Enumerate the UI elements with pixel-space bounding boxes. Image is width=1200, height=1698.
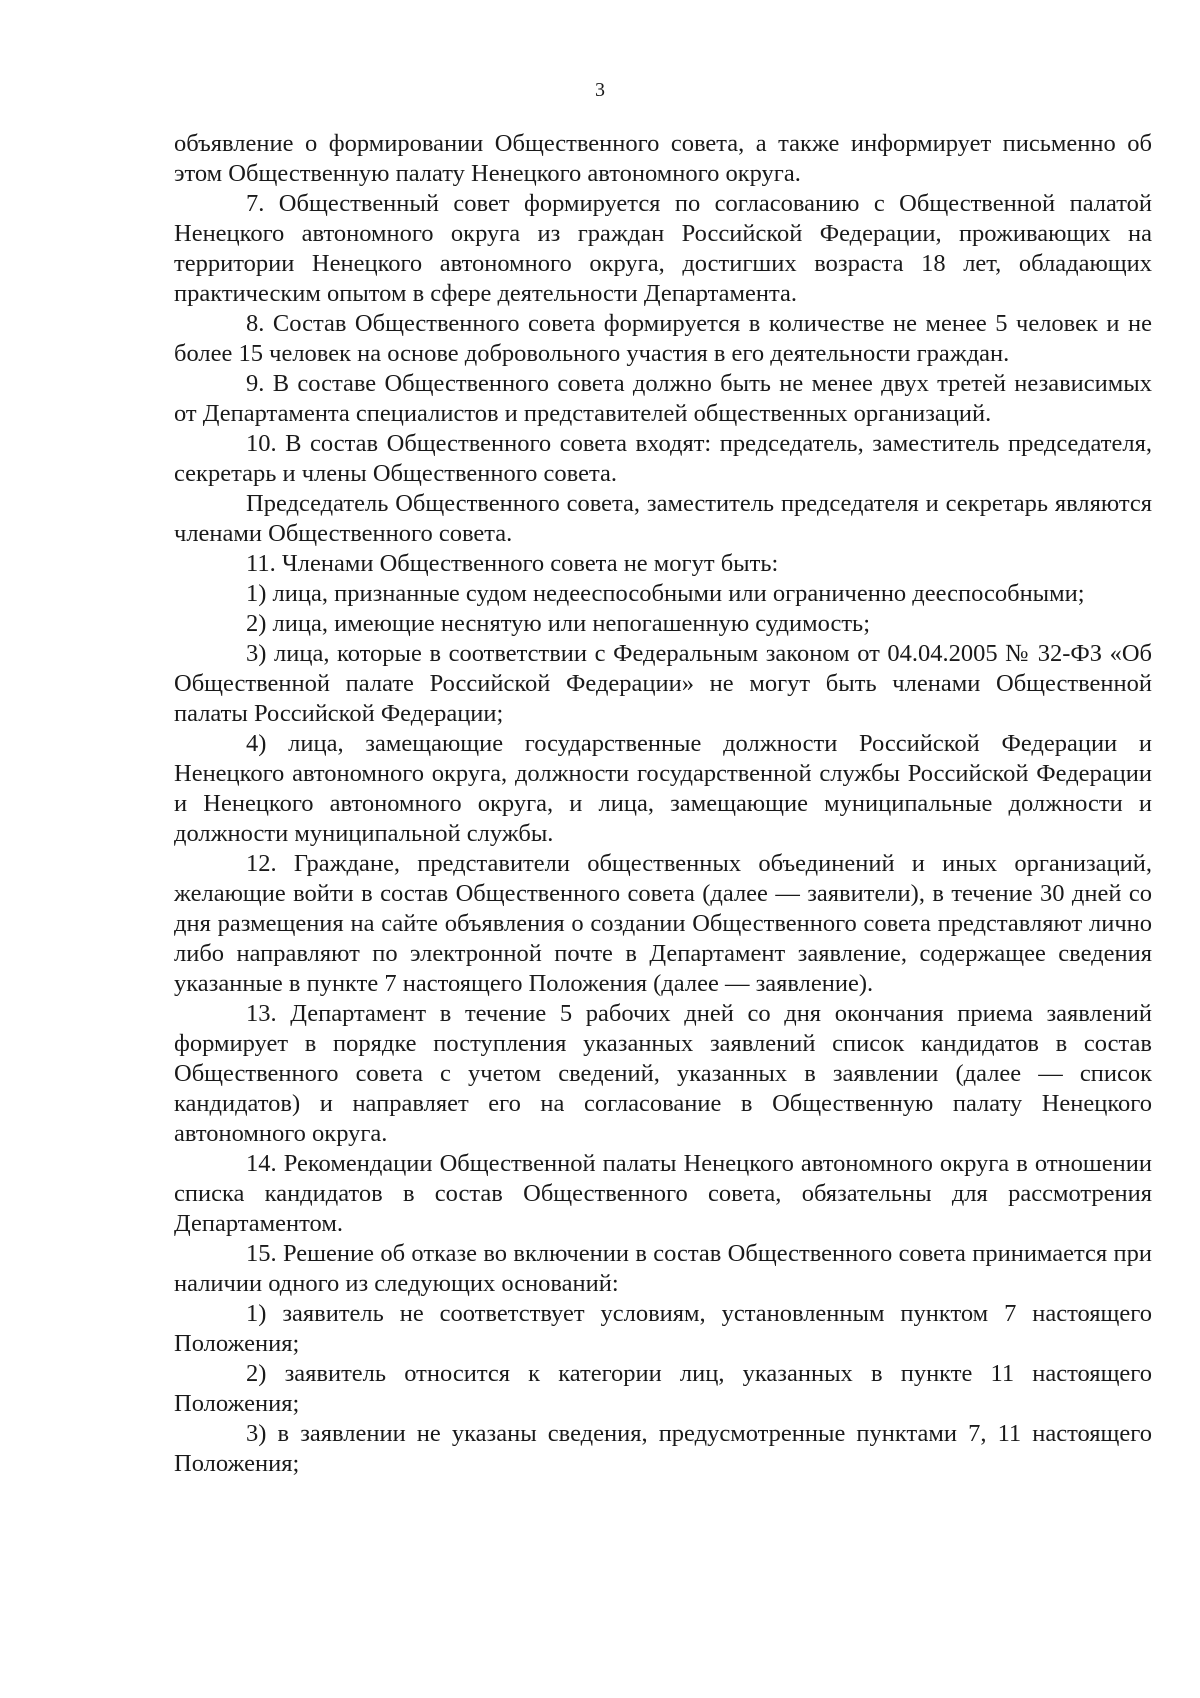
paragraph-item-15: 15. Решение об отказе во включении в состав Общественного совета принимается при наличии одного из следующих оснований: [174, 1240, 1152, 1297]
paragraph-item-12: 12. Граждане, представители общественных объединений и иных организаций, желающие войти в состав Общественного совета (далее — заявители), в течение 30 дней со дня размещения на сайте объявления о создании Общественного совета представляют лично либо направляют по электронной почте в Департамент заявление, содержащее сведения указанные в пункте 7 настоящего Положения (далее — заявление). [174, 850, 1152, 997]
paragraph-chairman-note: Председатель Общественного совета, заместитель председателя и секретарь являются членами Общественного совета. [174, 490, 1152, 547]
paragraph-item-15-sub-1: 1) заявитель не соответствует условиям, установленным пунктом 7 настоящего Положения; [174, 1300, 1152, 1357]
paragraph-item-11-sub-4: 4) лица, замещающие государственные должности Российской Федерации и Ненецкого автономного округа, должности государственной службы Российской Федерации и Ненецкого автономного округа, и лица, замещающие муниципальные должности и должности муниципальной службы. [174, 730, 1152, 847]
paragraph-item-14: 14. Рекомендации Общественной палаты Ненецкого автономного округа в отношении списка кандидатов в состав Общественного совета, обязательны для рассмотрения Департаментом. [174, 1150, 1152, 1237]
paragraph-item-8: 8. Состав Общественного совета формируется в количестве не менее 5 человек и не более 15 человек на основе добровольного участия в его деятельности граждан. [174, 310, 1152, 367]
paragraph-item-11-sub-2: 2) лица, имеющие неснятую или непогашенную судимость; [246, 610, 871, 637]
paragraph-item-11-sub-3: 3) лица, которые в соответствии с Федеральным законом от 04.04.2005 № 32-ФЗ «Об Общественной палате Российской Федерации» не могут быть членами Общественной палаты Российской Федерации; [174, 640, 1152, 727]
paragraph-item-9: 9. В составе Общественного совета должно быть не менее двух третей независимых от Департамента специалистов и представителей общественных организаций. [174, 370, 1152, 427]
page-number: 3 [595, 79, 605, 101]
paragraph-item-7: 7. Общественный совет формируется по согласованию с Общественной палатой Ненецкого автономного округа из граждан Российской Федерации, проживающих на территории Ненецкого автономного округа, достигших возраста 18 лет, обладающих практическим опытом в сфере деятельности Департамента. [174, 190, 1152, 307]
paragraph-item-15-sub-3: 3) в заявлении не указаны сведения, предусмотренные пунктами 7, 11 настоящего Положения; [174, 1420, 1152, 1477]
paragraph-item-15-sub-2: 2) заявитель относится к категории лиц, указанных в пункте 11 настоящего Положения; [174, 1360, 1152, 1417]
paragraph-item-10: 10. В состав Общественного совета входят: председатель, заместитель председателя, секретарь и члены Общественного совета. [174, 430, 1152, 487]
paragraph-item-13: 13. Департамент в течение 5 рабочих дней со дня окончания приема заявлений формирует в порядке поступления указанных заявлений список кандидатов в состав Общественного совета с учетом сведений, указанных в заявлении (далее — список кандидатов) и направляет его на согласование в Общественную палату Ненецкого автономного округа. [174, 1000, 1152, 1147]
document-body [174, 129, 1152, 1479]
paragraph-item-11-sub-1: 1) лица, признанные судом недееспособными или ограниченно дееспособными; [246, 580, 1085, 607]
paragraph-continuation: объявление о формировании Общественного совета, а также информирует письменно об этом Общественную палату Ненецкого автономного округа. [174, 130, 1152, 187]
paragraph-item-11: 11. Членами Общественного совета не могут быть: [246, 550, 779, 577]
